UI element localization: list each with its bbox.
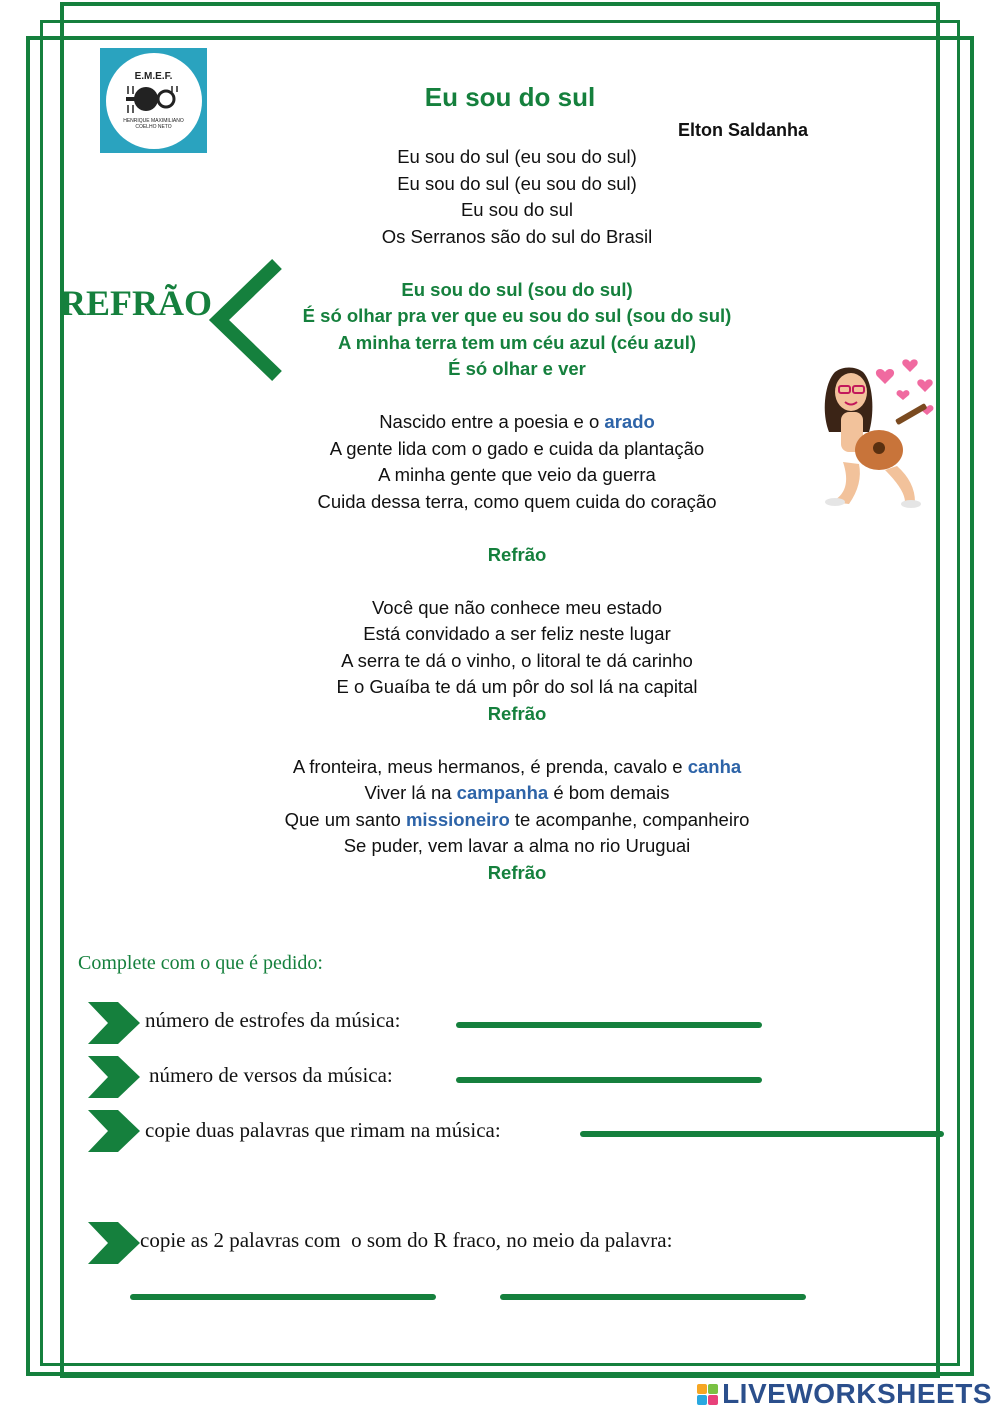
question-rimas: copie duas palavras que rimam na música: bbox=[145, 1118, 501, 1142]
exercise-instruction: Complete com o que é pedido: bbox=[78, 952, 323, 974]
liveworksheets-brand[interactable] bbox=[697, 1378, 992, 1410]
lyric-line: A minha gente que veio da guerra bbox=[378, 464, 656, 485]
lyric-text: é bom demais bbox=[548, 782, 670, 803]
answer-line-r-fraco-1[interactable] bbox=[130, 1294, 436, 1300]
lyric-line: A serra te dá o vinho, o litoral te dá carinho bbox=[341, 649, 693, 671]
lyric-line: Eu sou do sul (eu sou do sul) bbox=[397, 172, 637, 194]
refrao-label: REFRÃO bbox=[60, 283, 212, 323]
logo-subtext: HENRIQUE MAXIMILIANO COELHO NETO bbox=[123, 118, 184, 130]
chorus-line: A minha terra tem um céu azul (céu azul) bbox=[337, 331, 697, 353]
lyric-line bbox=[0, 807, 1000, 834]
answer-line-versos[interactable] bbox=[456, 1077, 762, 1083]
arrow-bullet-icon bbox=[88, 1110, 140, 1152]
lyric-text: Viver lá na bbox=[364, 782, 457, 803]
lyric-line: A gente lida com o gado e cuida da plantação bbox=[329, 437, 705, 459]
highlighted-word: campanha bbox=[456, 782, 549, 803]
lyric-text: te acompanhe, companheiro bbox=[509, 808, 750, 830]
girl-with-guitar-illustration bbox=[815, 332, 940, 512]
lyric-line: Você que não conhece meu estado bbox=[371, 596, 663, 618]
arrow-bullet-icon bbox=[88, 1222, 140, 1264]
lyric-text: Que um santo bbox=[284, 808, 406, 830]
question-versos: número de versos da música: bbox=[149, 1063, 393, 1087]
question-r-fraco: copie as 2 palavras com o som do R fraco, no meio da palavra: bbox=[140, 1228, 673, 1252]
arrow-bullet-icon bbox=[88, 1056, 140, 1098]
lyrics-block bbox=[0, 144, 1000, 886]
highlighted-word: arado bbox=[604, 411, 655, 432]
lyric-text: Nascido entre a poesia e o bbox=[379, 411, 605, 432]
chorus-line: É só olhar pra ver que eu sou do sul (sou do sul) bbox=[302, 305, 732, 326]
lyric-line bbox=[0, 780, 1000, 807]
arrow-bullet-icon bbox=[88, 1002, 140, 1044]
lyric-line bbox=[0, 754, 1000, 781]
lyric-text: A fronteira, meus hermanos, é prenda, cavalo e bbox=[292, 755, 688, 777]
lyric-line: Os Serranos são do sul do Brasil bbox=[381, 225, 653, 247]
answer-line-rimas[interactable] bbox=[580, 1131, 944, 1137]
answer-line-estrofes[interactable] bbox=[456, 1022, 762, 1028]
refrao-marker: Refrão bbox=[487, 543, 547, 565]
refrao-marker: Refrão bbox=[487, 702, 547, 724]
chorus-line: É só olhar e ver bbox=[448, 358, 586, 379]
highlighted-word: missioneiro bbox=[405, 808, 510, 830]
song-author: Elton Saldanha bbox=[678, 120, 809, 140]
lyric-line: Está convidado a ser feliz neste lugar bbox=[363, 623, 671, 644]
brand-name: LIVEWORKSHEETS bbox=[722, 1378, 992, 1409]
lyric-line: Eu sou do sul (eu sou do sul) bbox=[397, 146, 637, 167]
lyric-line: E o Guaíba te dá um pôr do sol lá na capital bbox=[336, 676, 698, 697]
refrao-marker: Refrão bbox=[487, 861, 547, 883]
highlighted-word: canha bbox=[687, 755, 742, 777]
chorus-line: Eu sou do sul (sou do sul) bbox=[401, 278, 633, 300]
liveworksheets-logo-icon bbox=[697, 1384, 718, 1405]
logo-text: E.M.E.F. bbox=[134, 71, 173, 82]
lyric-line: Se puder, vem lavar a alma no rio Uruguai bbox=[343, 835, 691, 856]
lyric-line: Cuida dessa terra, como quem cuida do coração bbox=[317, 490, 717, 512]
answer-line-r-fraco-2[interactable] bbox=[500, 1294, 806, 1300]
song-title: Eu sou do sul bbox=[424, 82, 596, 112]
lyric-line: Eu sou do sul bbox=[460, 199, 574, 220]
question-estrofes: número de estrofes da música: bbox=[145, 1008, 401, 1032]
